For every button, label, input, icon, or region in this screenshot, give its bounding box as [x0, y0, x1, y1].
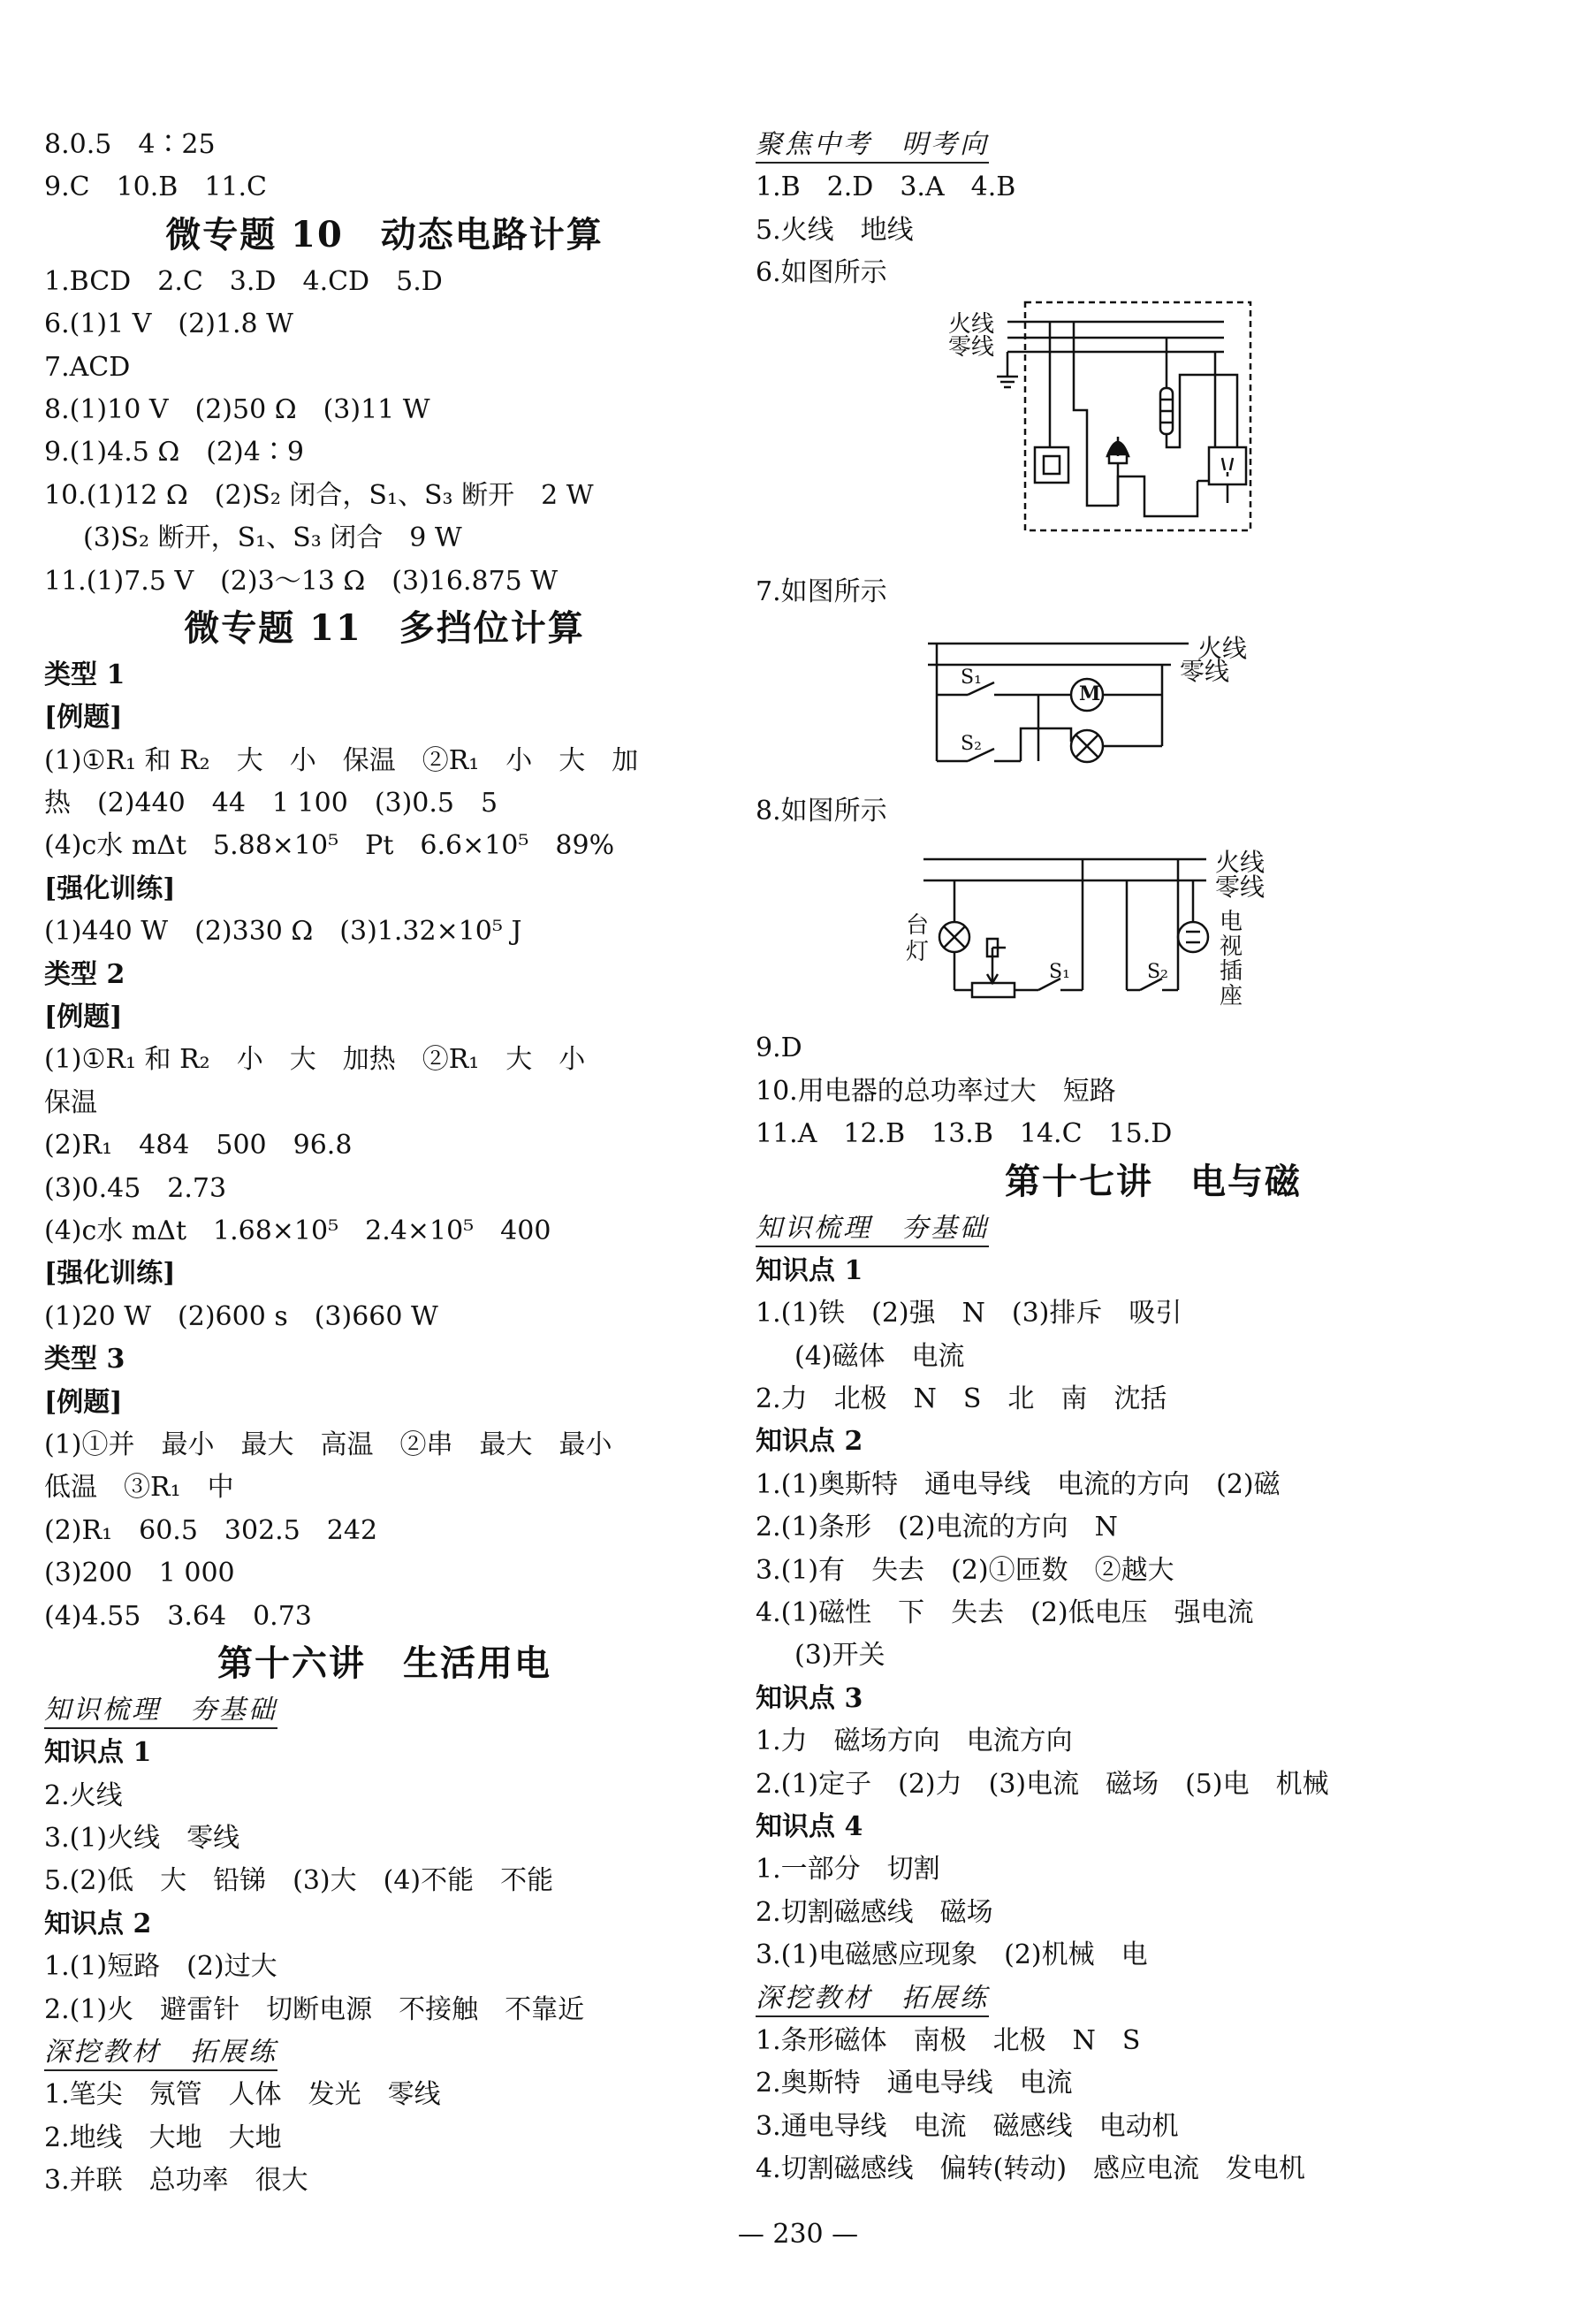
answer-line: 9.D	[756, 1032, 802, 1064]
neutral-label: 零线	[1180, 656, 1230, 686]
answer-line: 1.一部分 切割	[756, 1854, 940, 1886]
page-number: — 230 —	[737, 2219, 859, 2250]
section-title: 第十七讲 电与磁	[1005, 1160, 1302, 1202]
answer-line: 1.(1)铁 (2)强 N (3)排斥 吸引	[756, 1298, 1182, 1330]
answer-line: 2.(1)条形 (2)电流的方向 N	[756, 1512, 1118, 1543]
section-tag-text: 知识梳理 夯基础	[44, 1695, 277, 1729]
answer-line: 10.(1)12 Ω (2)S₂ 闭合，S₁、S₃ 断开 2 W	[44, 479, 594, 511]
answer-line: 3.(1)火线 零线	[44, 1823, 240, 1855]
tv-label-2: 视	[1220, 933, 1243, 961]
answer-line: (4)4.55 3.64 0.73	[44, 1600, 312, 1632]
answer-line: 2.切割磁感线 磁场	[756, 1896, 993, 1928]
subsection-header: [强化训练]	[44, 1258, 176, 1290]
figure-q6	[756, 295, 1551, 571]
answer-line: 2.(1)定子 (2)力 (3)电流 磁场 (5)电 机械	[756, 1768, 1329, 1800]
answer-line: 3.并联 总功率 很大	[44, 2165, 308, 2197]
q7-line: 7.如图所示	[756, 575, 887, 607]
answer-line: 保温	[44, 1086, 97, 1118]
figure-q8	[756, 833, 1551, 1027]
answer-line: 3.通电导线 电流 磁感线 电动机	[756, 2110, 1179, 2142]
live-label: 火线	[1215, 848, 1265, 878]
tv-label-4: 座	[1220, 983, 1243, 1010]
answer-line: 1.条形磁体 南极 北极 N S	[756, 2024, 1141, 2056]
answer-line: (1)440 W (2)330 Ω (3)1.32×10⁵ J	[44, 916, 522, 948]
s2-label: S₂	[1147, 961, 1168, 984]
answer-line: 低温 ③R₁ 中	[44, 1472, 234, 1504]
answer-line: 1.BCD 2.C 3.D 4.CD 5.D	[44, 265, 443, 297]
answer-line: 7.ACD	[44, 351, 131, 383]
answer-line: (1)①并 最小 最大 高温 ②串 最大 最小	[44, 1429, 612, 1460]
circuit-diagram-q7	[756, 613, 1551, 790]
answer-line: 5.(2)低 大 铅锑 (3)大 (4)不能 不能	[44, 1865, 554, 1897]
s1-label: S₁	[961, 666, 982, 689]
subsection-header: 类型 3	[44, 1344, 125, 1375]
answer-line: (1)20 W (2)600 s (3)660 W	[44, 1300, 438, 1332]
subsection-header: 知识点 2	[44, 1908, 152, 1939]
answer-line: 2.(1)火 避雷针 切断电源 不接触 不靠近	[44, 1993, 585, 2025]
subsection-header: [例题]	[44, 702, 123, 734]
subsection-header: [例题]	[44, 1386, 123, 1418]
s1-label: S₁	[1049, 961, 1070, 984]
answer-line: 1.笔尖 氖管 人体 发光 零线	[44, 2079, 441, 2111]
answer-line: 2.火线	[44, 1779, 123, 1811]
q8-line: 8.如图所示	[756, 795, 887, 827]
answer-line: 热 (2)440 44 1 100 (3)0.5 5	[44, 788, 498, 819]
answer-line: 9.(1)4.5 Ω (2)4∶9	[44, 437, 304, 469]
answer-line: (4)c水 mΔt 5.88×10⁵ Pt 6.6×10⁵ 89%	[44, 830, 615, 862]
subsection-header: 知识点 3	[756, 1682, 863, 1714]
answer-line: 5.火线 地线	[756, 214, 914, 246]
answer-line: 8.(1)10 V (2)50 Ω (3)11 W	[44, 393, 430, 425]
subsection-header: 知识点 1	[44, 1737, 152, 1769]
section-tag	[44, 2031, 725, 2074]
section-title: 第十六讲 生活用电	[217, 1642, 551, 1684]
rheostat-icon	[972, 983, 1015, 997]
answer-line-indented: (4)磁体 电流	[794, 1340, 965, 1372]
answer-line: 1.力 磁场方向 电流方向	[756, 1726, 1073, 1757]
live-label: 火线	[948, 310, 995, 338]
answer-line: 2.奥斯特 通电导线 电流	[756, 2068, 1073, 2099]
answer-line: 6.如图所示	[756, 257, 887, 289]
section-tag	[44, 1689, 725, 1732]
answer-line-indented: (3)S₂ 断开，S₁、S₃ 闭合 9 W	[83, 522, 462, 554]
tv-label-3: 插	[1220, 958, 1243, 986]
live-label: 火线	[1197, 633, 1248, 663]
answer-line: (4)c水 mΔt 1.68×10⁵ 2.4×10⁵ 400	[44, 1215, 551, 1246]
circuit-diagram-q8	[756, 833, 1551, 1027]
socket-icon	[1209, 447, 1246, 484]
answer-line: 10.用电器的总功率过大 短路	[756, 1075, 1116, 1107]
section-tag	[756, 1208, 1551, 1250]
dashed-box	[1025, 302, 1250, 530]
subsection-header: 类型 2	[44, 958, 125, 990]
subsection-header: 知识点 2	[756, 1426, 863, 1458]
section-tag-text: 深挖教材 拓展练	[44, 2037, 277, 2071]
tv-label-1: 电	[1220, 909, 1243, 936]
right-bottom-block	[756, 1027, 1551, 2191]
answer-line: 11.(1)7.5 V (2)3～13 Ω (3)16.875 W	[44, 565, 559, 597]
section-tag-text: 聚焦中考 明考向	[756, 129, 989, 164]
answer-line: (1)①R₁ 和 R₂ 小 大 加热 ②R₁ 大 小	[44, 1044, 586, 1076]
neutral-label: 零线	[948, 333, 995, 361]
answer-line: 11.A 12.B 13.B 14.C 15.D	[756, 1118, 1173, 1150]
section-title: 微专题 11 多挡位计算	[184, 606, 585, 649]
right-top-block	[756, 124, 1551, 295]
section-tag-text: 深挖教材 拓展练	[756, 1983, 989, 2017]
subsection-header: [强化训练]	[44, 872, 176, 904]
right-column	[756, 124, 1551, 2191]
answer-line: (2)R₁ 484 500 96.8	[44, 1130, 353, 1162]
subsection-header: 类型 1	[44, 659, 125, 690]
answer-line: (1)①R₁ 和 R₂ 大 小 保温 ②R₁ 小 大 加	[44, 744, 639, 776]
answer-line: 9.C 10.B 11.C	[44, 171, 267, 203]
section-tag	[756, 1977, 1551, 2020]
answer-line: 3.(1)有 失去 (2)①匝数 ②越大	[756, 1554, 1174, 1586]
section-tag-text: 知识梳理 夯基础	[756, 1213, 989, 1247]
answer-line: 1.B 2.D 3.A 4.B	[756, 171, 1016, 203]
answer-line: 1.(1)奥斯特 通电导线 电流的方向 (2)磁	[756, 1468, 1281, 1500]
answer-line: (3)200 1 000	[44, 1558, 235, 1589]
motor-label: M	[1079, 682, 1101, 705]
answer-line: 2.地线 大地 大地	[44, 2122, 282, 2153]
neutral-label: 零线	[1215, 872, 1265, 903]
answer-line: 4.切割磁感线 偏转(转动) 感应电流 发电机	[756, 2153, 1306, 2185]
figure-q7	[756, 613, 1551, 790]
answer-line: 4.(1)磁性 下 失去 (2)低电压 强电流	[756, 1597, 1254, 1629]
tv-socket-icon	[1178, 922, 1208, 952]
section-title: 微专题 10 动态电路计算	[165, 213, 604, 255]
answer-line: 2.力 北极 N S 北 南 沈括	[756, 1383, 1167, 1415]
answer-line: 3.(1)电磁感应现象 (2)机械 电	[756, 1939, 1148, 1971]
section-tag	[756, 124, 1551, 166]
answer-line: 6.(1)1 V (2)1.8 W	[44, 309, 293, 340]
subsection-header: 知识点 4	[756, 1810, 863, 1842]
subsection-header: [例题]	[44, 1002, 123, 1033]
answer-line: 8.0.5 4∶25	[44, 129, 216, 160]
answer-line: (2)R₁ 60.5 302.5 242	[44, 1514, 378, 1546]
subsection-header: 知识点 1	[756, 1254, 863, 1286]
lamp-label-2: 灯	[906, 939, 930, 966]
lamp-label-1: 台	[906, 912, 930, 940]
answer-line-indented: (3)开关	[794, 1640, 885, 1672]
circuit-diagram-q6	[756, 295, 1551, 571]
left-column	[44, 124, 725, 2203]
s2-label: S₂	[961, 732, 982, 755]
answer-line: 1.(1)短路 (2)过大	[44, 1951, 277, 1983]
fuse-box	[1035, 447, 1068, 483]
answer-line: (3)0.45 2.73	[44, 1172, 227, 1204]
